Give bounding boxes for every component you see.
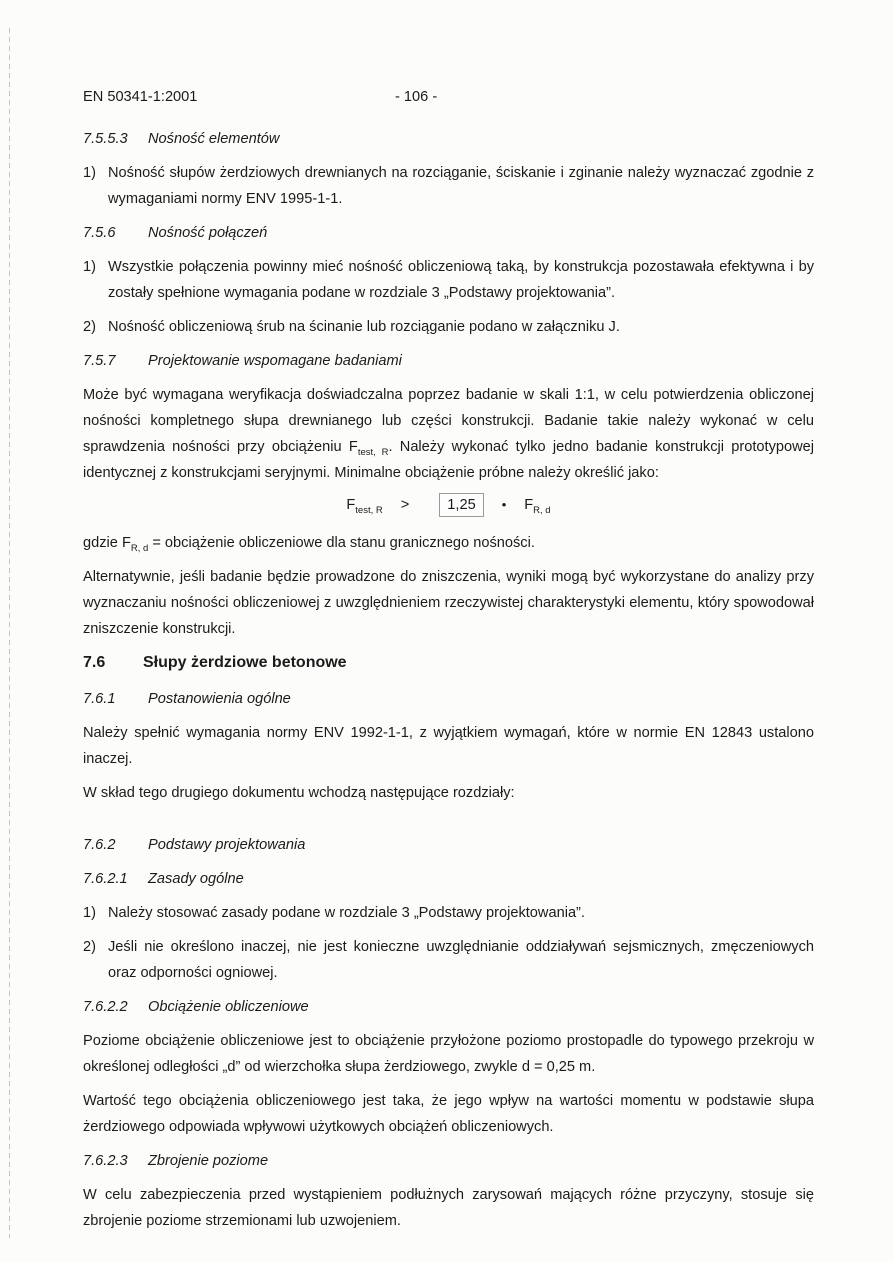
section-heading-7-6-2 [83,832,814,858]
document-header [83,84,814,110]
section-heading-7-6-2-2 [83,994,814,1020]
where-rest: = obciążenie obliczeniowe dla stanu granicznego nośności. [148,535,535,551]
where-clause [83,530,814,556]
section-title: Nośność elementów [148,131,280,147]
greater-than-operator: > [400,497,410,513]
section-heading-7-6 [83,650,814,676]
section-number: 7.5.5.3 [83,131,128,147]
paragraph: Alternatywnie, jeśli badanie będzie prowadzone do zniszczenia, wyniki mogą być wykorzystane do analizy przy wyznaczaniu nośności obliczeniowej z uwzględnieniem rzeczywistej charakterystyki elementu, który spowodował zniszczenie konstrukcji. [83,569,814,637]
list-item [83,314,814,340]
section-number: 7.6 [83,654,106,671]
section-number: 7.6.2 [83,837,116,853]
list-text: Należy stosować zasady podane w rozdziale 3 „Podstawy projektowania”. [108,905,585,921]
section-heading-7-6-1 [83,686,814,712]
section-number: 7.6.2.3 [83,1153,128,1169]
paragraph-text: . Należy wykonać tylko jedno badanie konstrukcji prototypowej identycznej z konstrukcjami seryjnymi. Minimalne obciążenie próbne należy określić jako: [83,439,815,481]
paragraph: W skład tego drugiego dokumentu wchodzą następujące rozdziały: [83,785,515,801]
paragraph: Wartość tego obciążenia obliczeniowego jest taka, że jego wpływ na wartości momentu w podstawie słupa żerdziowego odpowiada wpływowi użytkowych obciążeń obliczeniowych. [83,1093,814,1135]
list-text: Wszystkie połączenia powinny mieć nośność obliczeniową taką, by konstrukcja pozostawała efektywna i by zostały spełnione wymagania podane w rozdziale 3 „Podstawy projektowania”. [108,259,814,301]
list-marker: 1) [83,259,96,275]
section-title: Obciążenie obliczeniowe [148,999,309,1015]
list-marker: 1) [83,905,96,921]
formula [83,490,814,520]
paragraph: Poziome obciążenie obliczeniowe jest to obciążenie przyłożone poziomo prostopadle do typowego przekroju w określonej odległości „d” od wierzchołka słupa żerdziowego, zwykle d = 0,25 m. [83,1033,814,1075]
formula-lhs-subscript: test, R [355,504,383,516]
where-prefix: gdzie F [83,535,131,551]
formula-lhs [346,492,382,518]
section-title: Podstawy projektowania [148,837,306,853]
list-text: Nośność obliczeniową śrub na ścinanie lub rozciąganie podano w załączniku J. [108,319,620,335]
list-text: Jeśli nie określono inaczej, nie jest konieczne uwzględnianie oddziaływań sejsmicznych, zmęczeniowych oraz odporności ogniowej. [108,939,814,981]
section-heading-7-5-5-3 [83,126,814,152]
section-heading-7-5-6 [83,220,814,246]
section-title: Zbrojenie poziome [148,1153,269,1169]
inline-subscript: test, R [357,446,389,458]
list-marker: 2) [83,319,96,335]
section-heading-7-5-7 [83,348,814,374]
section-title: Zasady ogólne [148,871,244,887]
section-heading-7-6-2-1 [83,866,814,892]
section-number: 7.6.2.2 [83,999,128,1015]
formula-rhs [524,492,550,518]
formula-rhs-subscript: R, d [533,504,551,516]
scan-artifact-line [9,28,10,1238]
section-number: 7.5.7 [83,353,116,369]
paragraph: W celu zabezpieczenia przed wystąpieniem podłużnych zarysowań mających różne przyczyny, stosuje się zbrojenie poziome strzemionami lub uzwojeniem. [83,1187,814,1229]
list-item [83,160,814,212]
list-marker: 1) [83,165,96,181]
page-number: - 106 - [395,89,438,105]
multiplication-dot: • [501,497,507,512]
paragraph [83,382,814,486]
list-item [83,254,814,306]
formula-lhs-base: F [346,497,356,513]
section-number: 7.6.1 [83,691,116,707]
list-marker: 2) [83,939,96,955]
list-item [83,900,814,926]
standard-number: EN 50341-1:2001 [83,89,198,105]
list-text: Nośność słupów żerdziowych drewnianych na rozciąganie, ściskanie i zginanie należy wyznaczać zgodnie z wymaganiami normy ENV 1995-1-1. [108,165,814,207]
paragraph-text: Może być wymagana weryfikacja doświadczalna poprzez badanie w skali 1:1, w celu potwierdzenia obliczonej nośności kompletnego słupa drewnianego lub części konstrukcji. Badanie takie należy wykonać w celu sprawdzenia nośności przy obciążeniu F [83,387,814,455]
section-number: 7.6.2.1 [83,871,128,887]
factor-box: 1,25 [439,493,483,517]
page-content [83,84,814,1242]
formula-rhs-base: F [524,497,534,513]
paragraph: Należy spełnić wymagania normy ENV 1992-1-1, z wyjątkiem wymagań, które w normie EN 12843 ustalono inaczej. [83,725,814,767]
section-number: 7.5.6 [83,225,116,241]
list-item [83,934,814,986]
section-title: Projektowanie wspomagane badaniami [148,353,402,369]
where-subscript: R, d [130,542,149,554]
section-title: Postanowienia ogólne [148,691,291,707]
section-title: Nośność połączeń [148,225,268,241]
section-heading-7-6-2-3 [83,1148,814,1174]
section-title: Słupy żerdziowe betonowe [143,654,347,671]
